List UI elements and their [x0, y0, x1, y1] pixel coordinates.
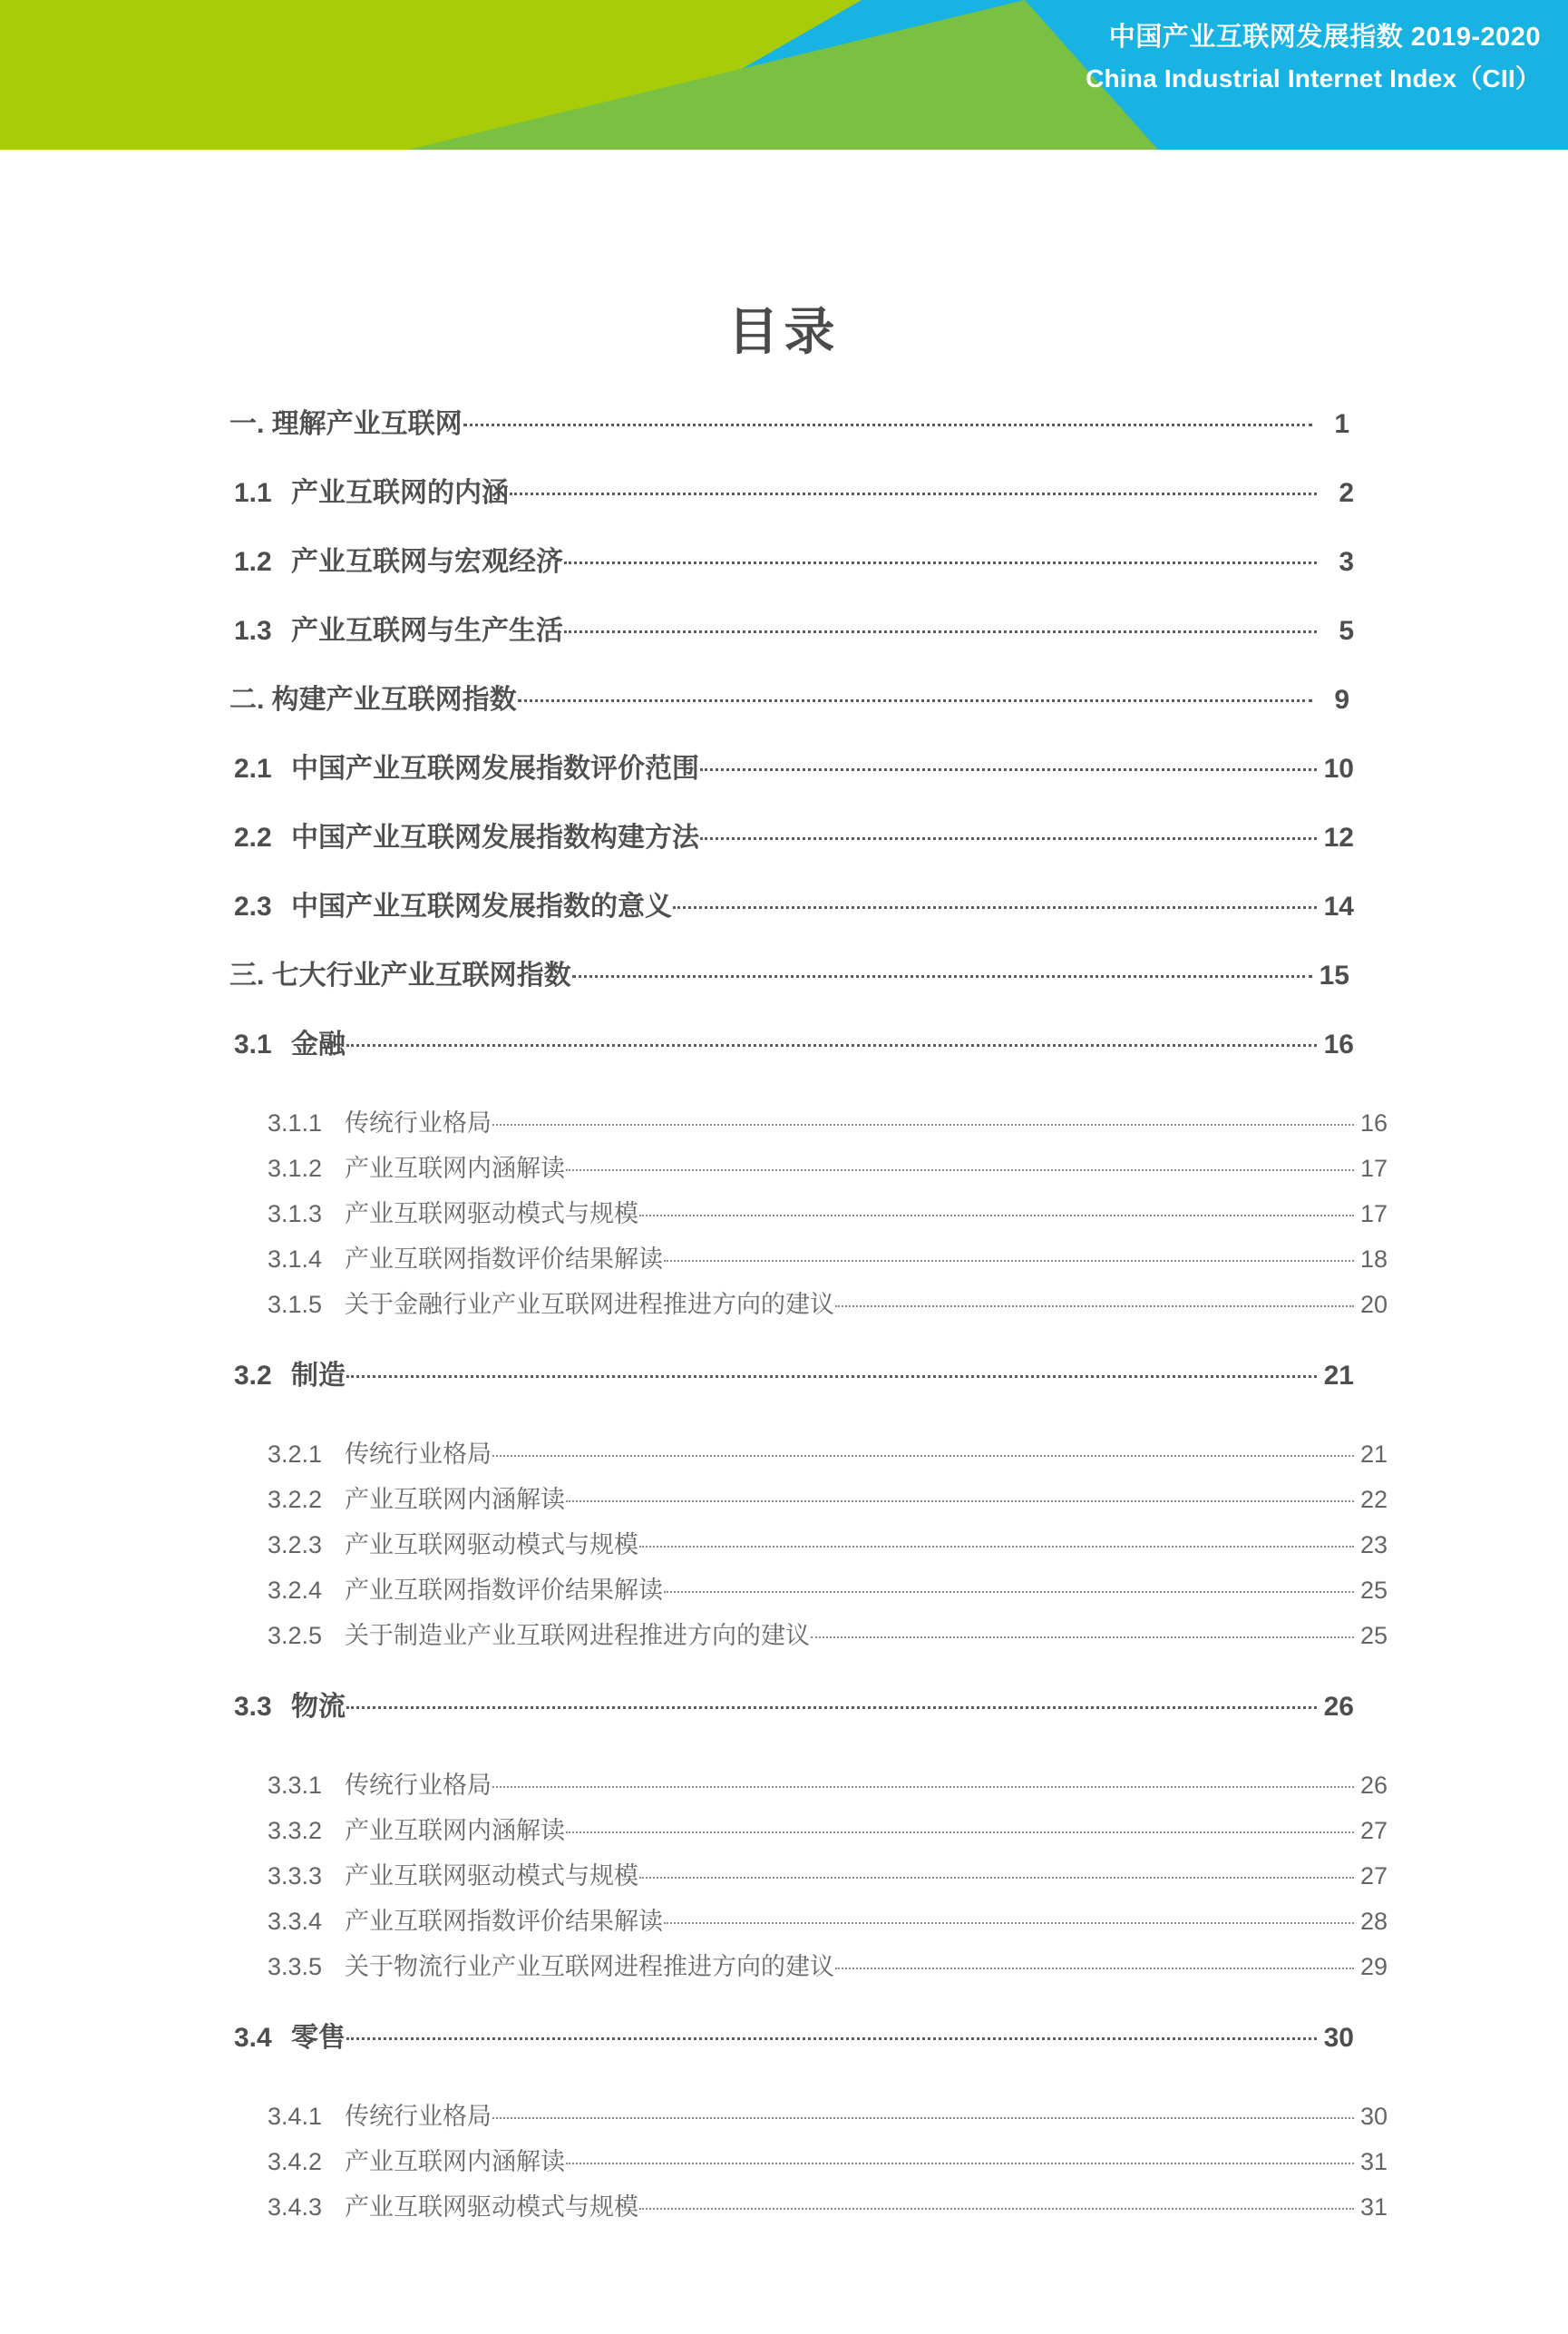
toc-leader-dots — [346, 1357, 1317, 1384]
toc-leader-dots — [566, 1152, 1354, 1177]
toc-leader-dots — [463, 405, 1312, 433]
header-banner — [0, 0, 1568, 150]
toc-entry-number: 3.1.4 — [268, 1245, 323, 1273]
toc-entry-level-3[interactable] — [227, 1434, 1399, 1480]
toc-entry-text: 传统行业格局 — [345, 1440, 492, 1468]
toc-page-number: 17 — [1359, 1200, 1388, 1227]
toc-entry-label — [234, 1684, 346, 1724]
toc-leader-dots — [835, 1950, 1354, 1975]
toc-entry-text: 产业互联网指数评价结果解读 — [345, 1908, 663, 1935]
toc-entry-level-2[interactable] — [227, 1021, 1354, 1090]
toc-leader-dots — [811, 1619, 1354, 1644]
toc-entry-text: 制造 — [291, 1361, 346, 1391]
toc-entry-level-1[interactable] — [227, 677, 1349, 746]
toc-entry-text: 产业互联网的内涵 — [291, 478, 509, 508]
toc-entry-text: 产业互联网驱动模式与规模 — [345, 2193, 638, 2221]
toc-entry-text: 产业互联网指数评价结果解读 — [345, 1577, 663, 1604]
toc-entry-level-1[interactable] — [227, 952, 1349, 1021]
toc-entry-label — [234, 608, 563, 648]
toc-entry-label — [268, 2187, 638, 2222]
toc-entry-number: 1.1 — [234, 478, 272, 508]
toc-entry-text: 中国产业互联网发展指数评价范围 — [291, 754, 699, 784]
toc-leader-dots — [566, 2145, 1354, 2170]
toc-leader-dots — [673, 888, 1317, 915]
toc-entry-level-3[interactable] — [227, 1765, 1399, 1811]
toc-entry-level-2[interactable] — [227, 884, 1354, 952]
toc-entry-label — [234, 1021, 346, 1061]
toc-entry-text: 构建产业互联网指数 — [264, 685, 517, 715]
toc-entry-label — [234, 470, 509, 510]
toc-leader-dots — [510, 474, 1317, 502]
toc-entry-number: 3.4 — [234, 2023, 272, 2053]
header-background-shapes — [0, 0, 1568, 150]
toc-page-number: 29 — [1359, 1953, 1388, 1980]
toc-entry-text: 中国产业互联网发展指数的意义 — [291, 892, 672, 922]
toc-entry-level-3[interactable] — [227, 2187, 1399, 2232]
toc-leader-dots — [492, 1438, 1354, 1462]
toc-entry-label — [234, 815, 699, 854]
toc-leader-dots — [346, 1026, 1317, 1053]
toc-entry-level-3[interactable] — [227, 1901, 1399, 1947]
toc-leader-dots — [639, 1528, 1354, 1553]
toc-entry-number: 一. — [229, 409, 265, 439]
toc-page-number: 21 — [1323, 1361, 1354, 1391]
toc-page-number: 1 — [1334, 409, 1349, 439]
toc-entry-number: 三. — [229, 961, 265, 991]
toc-entry-number: 3.3.1 — [268, 1772, 323, 1799]
toc-page-number: 14 — [1323, 892, 1354, 922]
toc-entry-label — [234, 539, 563, 579]
toc-page-number: 25 — [1359, 1622, 1388, 1649]
toc-entry-number: 二. — [229, 685, 265, 715]
toc-page-number: 17 — [1359, 1155, 1388, 1182]
toc-page-number: 21 — [1359, 1440, 1388, 1468]
toc-leader-dots — [564, 543, 1317, 571]
toc-entry-number: 3.1 — [234, 1030, 272, 1060]
toc-leader-dots — [835, 1288, 1354, 1313]
toc-entry-level-3[interactable] — [227, 1570, 1399, 1616]
toc-entry-text: 产业互联网内涵解读 — [345, 1817, 565, 1844]
toc-entry-text: 产业互联网内涵解读 — [345, 2148, 565, 2175]
toc-entry-label — [268, 1194, 638, 1229]
toc-entry-level-3[interactable] — [227, 1239, 1399, 1284]
toc-page-number: 30 — [1359, 2103, 1388, 2130]
toc-leader-dots — [639, 2191, 1354, 2215]
toc-entry-number: 1.3 — [234, 616, 272, 646]
toc-leader-dots — [346, 2019, 1317, 2046]
toc-leader-dots — [492, 1769, 1354, 1793]
toc-entry-level-3[interactable] — [227, 1103, 1399, 1148]
toc-leader-dots — [664, 1574, 1354, 1598]
toc-entry-text: 关于制造业产业互联网进程推进方向的建议 — [345, 1622, 810, 1649]
toc-page-number: 31 — [1359, 2193, 1388, 2221]
toc-entry-level-3[interactable] — [227, 1811, 1399, 1856]
toc-leader-dots — [639, 1197, 1354, 1222]
toc-entry-number: 3.2.1 — [268, 1440, 323, 1468]
toc-entry-text: 关于金融行业产业互联网进程推进方向的建议 — [345, 1291, 834, 1318]
toc-entry-text: 物流 — [291, 1692, 346, 1722]
toc-entry-label — [268, 1570, 663, 1606]
toc-page-number: 26 — [1323, 1692, 1354, 1722]
toc-entry-label — [229, 401, 463, 441]
page-body — [0, 150, 1568, 2334]
toc-entry-label — [234, 746, 699, 786]
toc-entry-level-3[interactable] — [227, 2096, 1399, 2142]
toc-page-number: 18 — [1359, 1245, 1388, 1273]
toc-entry-number: 3.2.2 — [268, 1486, 323, 1513]
toc-leader-dots — [566, 1814, 1354, 1839]
toc-entry-number: 3.1.3 — [268, 1200, 323, 1227]
toc-entry-label — [268, 2096, 492, 2132]
toc-entry-level-3[interactable] — [227, 1284, 1399, 1330]
toc-entry-number: 3.4.3 — [268, 2193, 323, 2221]
toc-entry-label — [234, 884, 672, 923]
toc-entry-level-2[interactable] — [227, 539, 1354, 608]
toc-entry-label — [229, 952, 571, 992]
toc-entry-number: 3.3.4 — [268, 1908, 323, 1935]
toc-entry-text: 产业互联网与生产生活 — [291, 616, 563, 646]
toc-entry-text: 理解产业互联网 — [264, 409, 463, 439]
toc-entry-text: 产业互联网驱动模式与规模 — [345, 1200, 638, 1227]
toc-entry-label — [268, 1765, 492, 1801]
toc-entry-text: 传统行业格局 — [345, 1109, 492, 1137]
toc-entry-text: 产业互联网内涵解读 — [345, 1155, 565, 1182]
toc-entry-text: 金融 — [291, 1030, 346, 1060]
toc-entry-label — [268, 1148, 565, 1184]
toc-page-number: 30 — [1323, 2023, 1354, 2053]
table-of-contents-list — [227, 401, 1388, 2232]
toc-entry-text: 产业互联网驱动模式与规模 — [345, 1531, 638, 1558]
toc-entry-label — [268, 1103, 492, 1138]
toc-entry-number: 2.3 — [234, 892, 272, 922]
toc-page-number: 3 — [1339, 547, 1354, 577]
toc-leader-dots — [700, 750, 1317, 777]
toc-entry-number: 3.3.3 — [268, 1862, 323, 1890]
toc-leader-dots — [492, 1107, 1354, 1131]
toc-entry-text: 产业互联网内涵解读 — [345, 1486, 565, 1513]
toc-page-number: 16 — [1359, 1109, 1388, 1137]
toc-entry-label — [268, 1856, 638, 1891]
toc-page-number: 12 — [1323, 823, 1354, 853]
toc-entry-label — [268, 1284, 834, 1320]
toc-page-number: 15 — [1319, 961, 1349, 991]
toc-entry-level-3[interactable] — [227, 1525, 1399, 1570]
toc-entry-number: 3.2.3 — [268, 1531, 323, 1558]
toc-page-number: 2 — [1339, 478, 1354, 508]
toc-entry-number: 3.1.1 — [268, 1109, 323, 1137]
toc-entry-level-3[interactable] — [227, 1480, 1399, 1525]
toc-leader-dots — [664, 1905, 1354, 1929]
toc-entry-number: 3.2.4 — [268, 1577, 323, 1604]
toc-entry-level-2[interactable] — [227, 815, 1354, 884]
toc-entry-label — [268, 1239, 663, 1274]
toc-entry-label — [268, 1434, 492, 1470]
toc-leader-dots — [572, 957, 1312, 984]
toc-entry-number: 3.1.5 — [268, 1291, 323, 1318]
header-title-chinese: 中国产业互联网发展指数 2019-2020 — [1108, 23, 1541, 52]
toc-leader-dots — [492, 2100, 1354, 2124]
toc-leader-dots — [564, 612, 1317, 640]
toc-page-number: 31 — [1359, 2148, 1388, 2175]
toc-entry-text: 中国产业互联网发展指数构建方法 — [291, 823, 699, 853]
toc-entry-text: 零售 — [291, 2023, 346, 2053]
toc-entry-label — [234, 1353, 346, 1392]
toc-entry-number: 3.3.5 — [268, 1953, 323, 1980]
toc-entry-text: 传统行业格局 — [345, 2103, 492, 2130]
toc-entry-label — [268, 1616, 810, 1651]
toc-entry-text: 产业互联网与宏观经济 — [291, 547, 563, 577]
toc-entry-number: 3.3 — [234, 1692, 272, 1722]
toc-entry-number: 3.3.2 — [268, 1817, 323, 1844]
toc-entry-level-2[interactable] — [227, 2015, 1354, 2084]
toc-entry-number: 1.2 — [234, 547, 272, 577]
toc-page-number: 10 — [1323, 754, 1354, 784]
toc-entry-label — [268, 1480, 565, 1515]
toc-entry-number: 3.1.2 — [268, 1155, 323, 1182]
toc-entry-level-2[interactable] — [227, 470, 1354, 539]
toc-entry-label — [268, 1525, 638, 1560]
toc-entry-level-3[interactable] — [227, 1947, 1399, 1992]
toc-entry-label — [268, 1901, 663, 1937]
toc-leader-dots — [639, 1860, 1354, 1884]
toc-entry-text: 传统行业格局 — [345, 1772, 492, 1799]
toc-entry-label — [268, 1811, 565, 1846]
toc-entry-level-2[interactable] — [227, 1353, 1354, 1421]
toc-entry-level-3[interactable] — [227, 1194, 1399, 1239]
toc-page-number: 26 — [1359, 1772, 1388, 1799]
toc-entry-label — [268, 1947, 834, 1982]
toc-entry-label — [229, 677, 517, 717]
toc-entry-number: 2.2 — [234, 823, 272, 853]
toc-entry-number: 3.2 — [234, 1361, 272, 1391]
toc-page-number: 27 — [1359, 1862, 1388, 1890]
toc-entry-text: 产业互联网驱动模式与规模 — [345, 1862, 638, 1890]
toc-page-number: 16 — [1323, 1030, 1354, 1060]
toc-leader-dots — [700, 819, 1317, 846]
header-title-english: China Industrial Internet Index（CII） — [1086, 64, 1541, 93]
toc-entry-number: 3.2.5 — [268, 1622, 323, 1649]
toc-leader-dots — [518, 681, 1312, 708]
toc-page-number: 25 — [1359, 1577, 1388, 1604]
toc-entry-level-3[interactable] — [227, 1616, 1399, 1661]
toc-entry-level-3[interactable] — [227, 1148, 1399, 1194]
toc-entry-label — [268, 2142, 565, 2177]
toc-entry-level-2[interactable] — [227, 608, 1354, 677]
toc-entry-level-3[interactable] — [227, 1856, 1399, 1901]
toc-leader-dots — [664, 1243, 1354, 1267]
toc-entry-text: 七大行业产业互联网指数 — [264, 961, 571, 991]
toc-page-number: 9 — [1334, 685, 1349, 715]
toc-entry-level-2[interactable] — [227, 1684, 1354, 1753]
toc-page-number: 20 — [1359, 1291, 1388, 1318]
toc-page-number: 23 — [1359, 1531, 1388, 1558]
toc-entry-text: 关于物流行业产业互联网进程推进方向的建议 — [345, 1953, 834, 1980]
toc-entry-number: 3.4.2 — [268, 2148, 323, 2175]
toc-leader-dots — [346, 1688, 1317, 1715]
toc-leader-dots — [566, 1483, 1354, 1508]
toc-entry-number: 2.1 — [234, 754, 272, 784]
toc-page-number: 28 — [1359, 1908, 1388, 1935]
toc-entry-number: 3.4.1 — [268, 2103, 323, 2130]
toc-entry-level-1[interactable] — [227, 401, 1349, 470]
toc-page-number: 5 — [1339, 616, 1354, 646]
toc-entry-level-2[interactable] — [227, 746, 1354, 815]
toc-entry-level-3[interactable] — [227, 2142, 1399, 2187]
toc-page-number: 22 — [1359, 1486, 1388, 1513]
page-title: 目录 — [727, 303, 841, 360]
toc-entry-text: 产业互联网指数评价结果解读 — [345, 1245, 663, 1273]
toc-entry-label — [234, 2015, 346, 2055]
toc-page-number: 27 — [1359, 1817, 1388, 1844]
